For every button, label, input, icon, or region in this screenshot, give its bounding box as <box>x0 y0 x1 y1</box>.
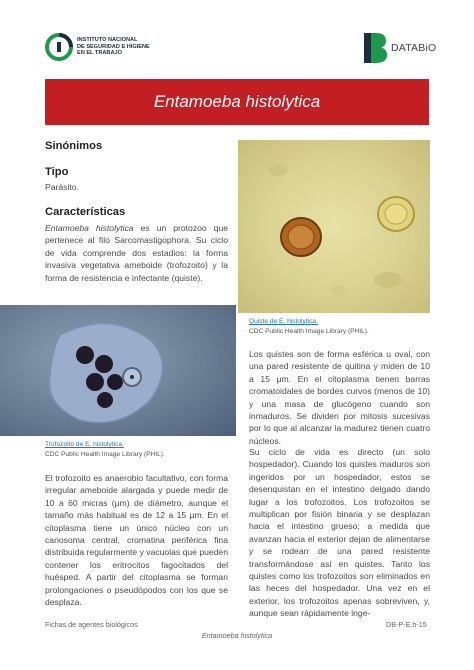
page-title: Entamoeba histolytica <box>153 92 321 111</box>
quistes-paragraph: Los quistes son de forma esférica u oval, con una pared resistente de quitina y miden de 10 a 15 μm. En el citoplasma tienen barras cromatoidales de bordes curvos (menos de 10) y una masa de glucógeno cuando son inmaduros. Se dividen por mitosis sucesivas por lo que al alcanzar la madurez tienen cuatro núcleos. <box>249 349 430 446</box>
footer-code: DB-P-E.h-15 <box>386 620 427 629</box>
trophozoite-micrograph <box>0 305 236 436</box>
insht-logo <box>45 33 150 61</box>
trofozoito-paragraph: El trofozoito es anaerobio facultativo, con forma irregular ameboide alargada y puede medir de 10 a 60 micras (μm) de diámetro, aunque el tamaño más habitual es de 12 a 15 μm. En el citoplasma tiene un único núcleo con un cariosoma central, cromatina periférica fina distribuida regularmente y vacuolas que pueden contener los eritrocitos fagocitados del huésped. A partir del citoplasma se forman prolongaciones o pseudópodos con los que se desplaza. <box>45 473 228 608</box>
databio-logo <box>364 33 436 63</box>
org-name-line2: DE SEGURIDAD E HIGIENE <box>77 43 150 50</box>
tropho-caption-source: CDC Public Health Image Library (PHIL). <box>45 451 165 458</box>
caracteristicas-body: es un protozoo que pertenece al filo Sarcomastigophora. Su ciclo de vida comprende dos estadios: la forma invasiva vegetativa ameboide (trofozoito) y la forma de resistencia e infectante (quiste). <box>45 223 229 283</box>
quiste-caption-source: CDC Public Health Image Library (PHIL). <box>249 328 369 335</box>
heading-caracteristicas: Características <box>45 206 126 218</box>
cyst-micrograph <box>238 140 430 313</box>
ciclo-paragraph: Su ciclo de vida es directo (un solo hospedador). Cuando los quistes maduros son ingeridos por un hospedador, estos se desenquistan en el intestino delgado dando lugar a los trofozoitos. Los trofozoitos se multiplican por fisión binaria y se desplazan hacia el intestino grueso; a medida que avanzan hacia el exterior dejan de alimentarse y se rodean de una pared resistente transformándose así en quistes. Tanto los quistes como los trofozoitos son eliminados en las heces del hospedador. Una vez en el exterior, los trofozoitos apenas sobreviven, y, aunque sean rápidamente inge- <box>249 447 430 619</box>
org-name-line1: INSTITUTO NACIONAL <box>77 37 138 44</box>
caracteristicas-text <box>45 222 228 284</box>
species-name-italic: Entamoeba histolytica <box>45 223 134 233</box>
footer-left-text: Fichas de agentes biológicos <box>45 620 138 629</box>
tropho-caption-link[interactable]: Trofozoito de E. histolytica. <box>45 441 124 448</box>
heading-sinonimos: Sinónimos <box>45 140 103 152</box>
title-banner <box>45 79 429 125</box>
quiste-caption-link[interactable]: Quiste de E. histolytica. <box>249 318 318 325</box>
databio-text: DATABiO <box>391 42 437 54</box>
footer-title: Entamoeba histolytica <box>201 631 273 640</box>
databio-b-icon <box>364 33 388 63</box>
org-name-line3: EN EL TRABAJO <box>77 50 122 57</box>
tipo-value: Parásito. <box>45 182 79 192</box>
insht-emblem-icon <box>45 33 73 61</box>
heading-tipo: Tipo <box>45 166 69 178</box>
